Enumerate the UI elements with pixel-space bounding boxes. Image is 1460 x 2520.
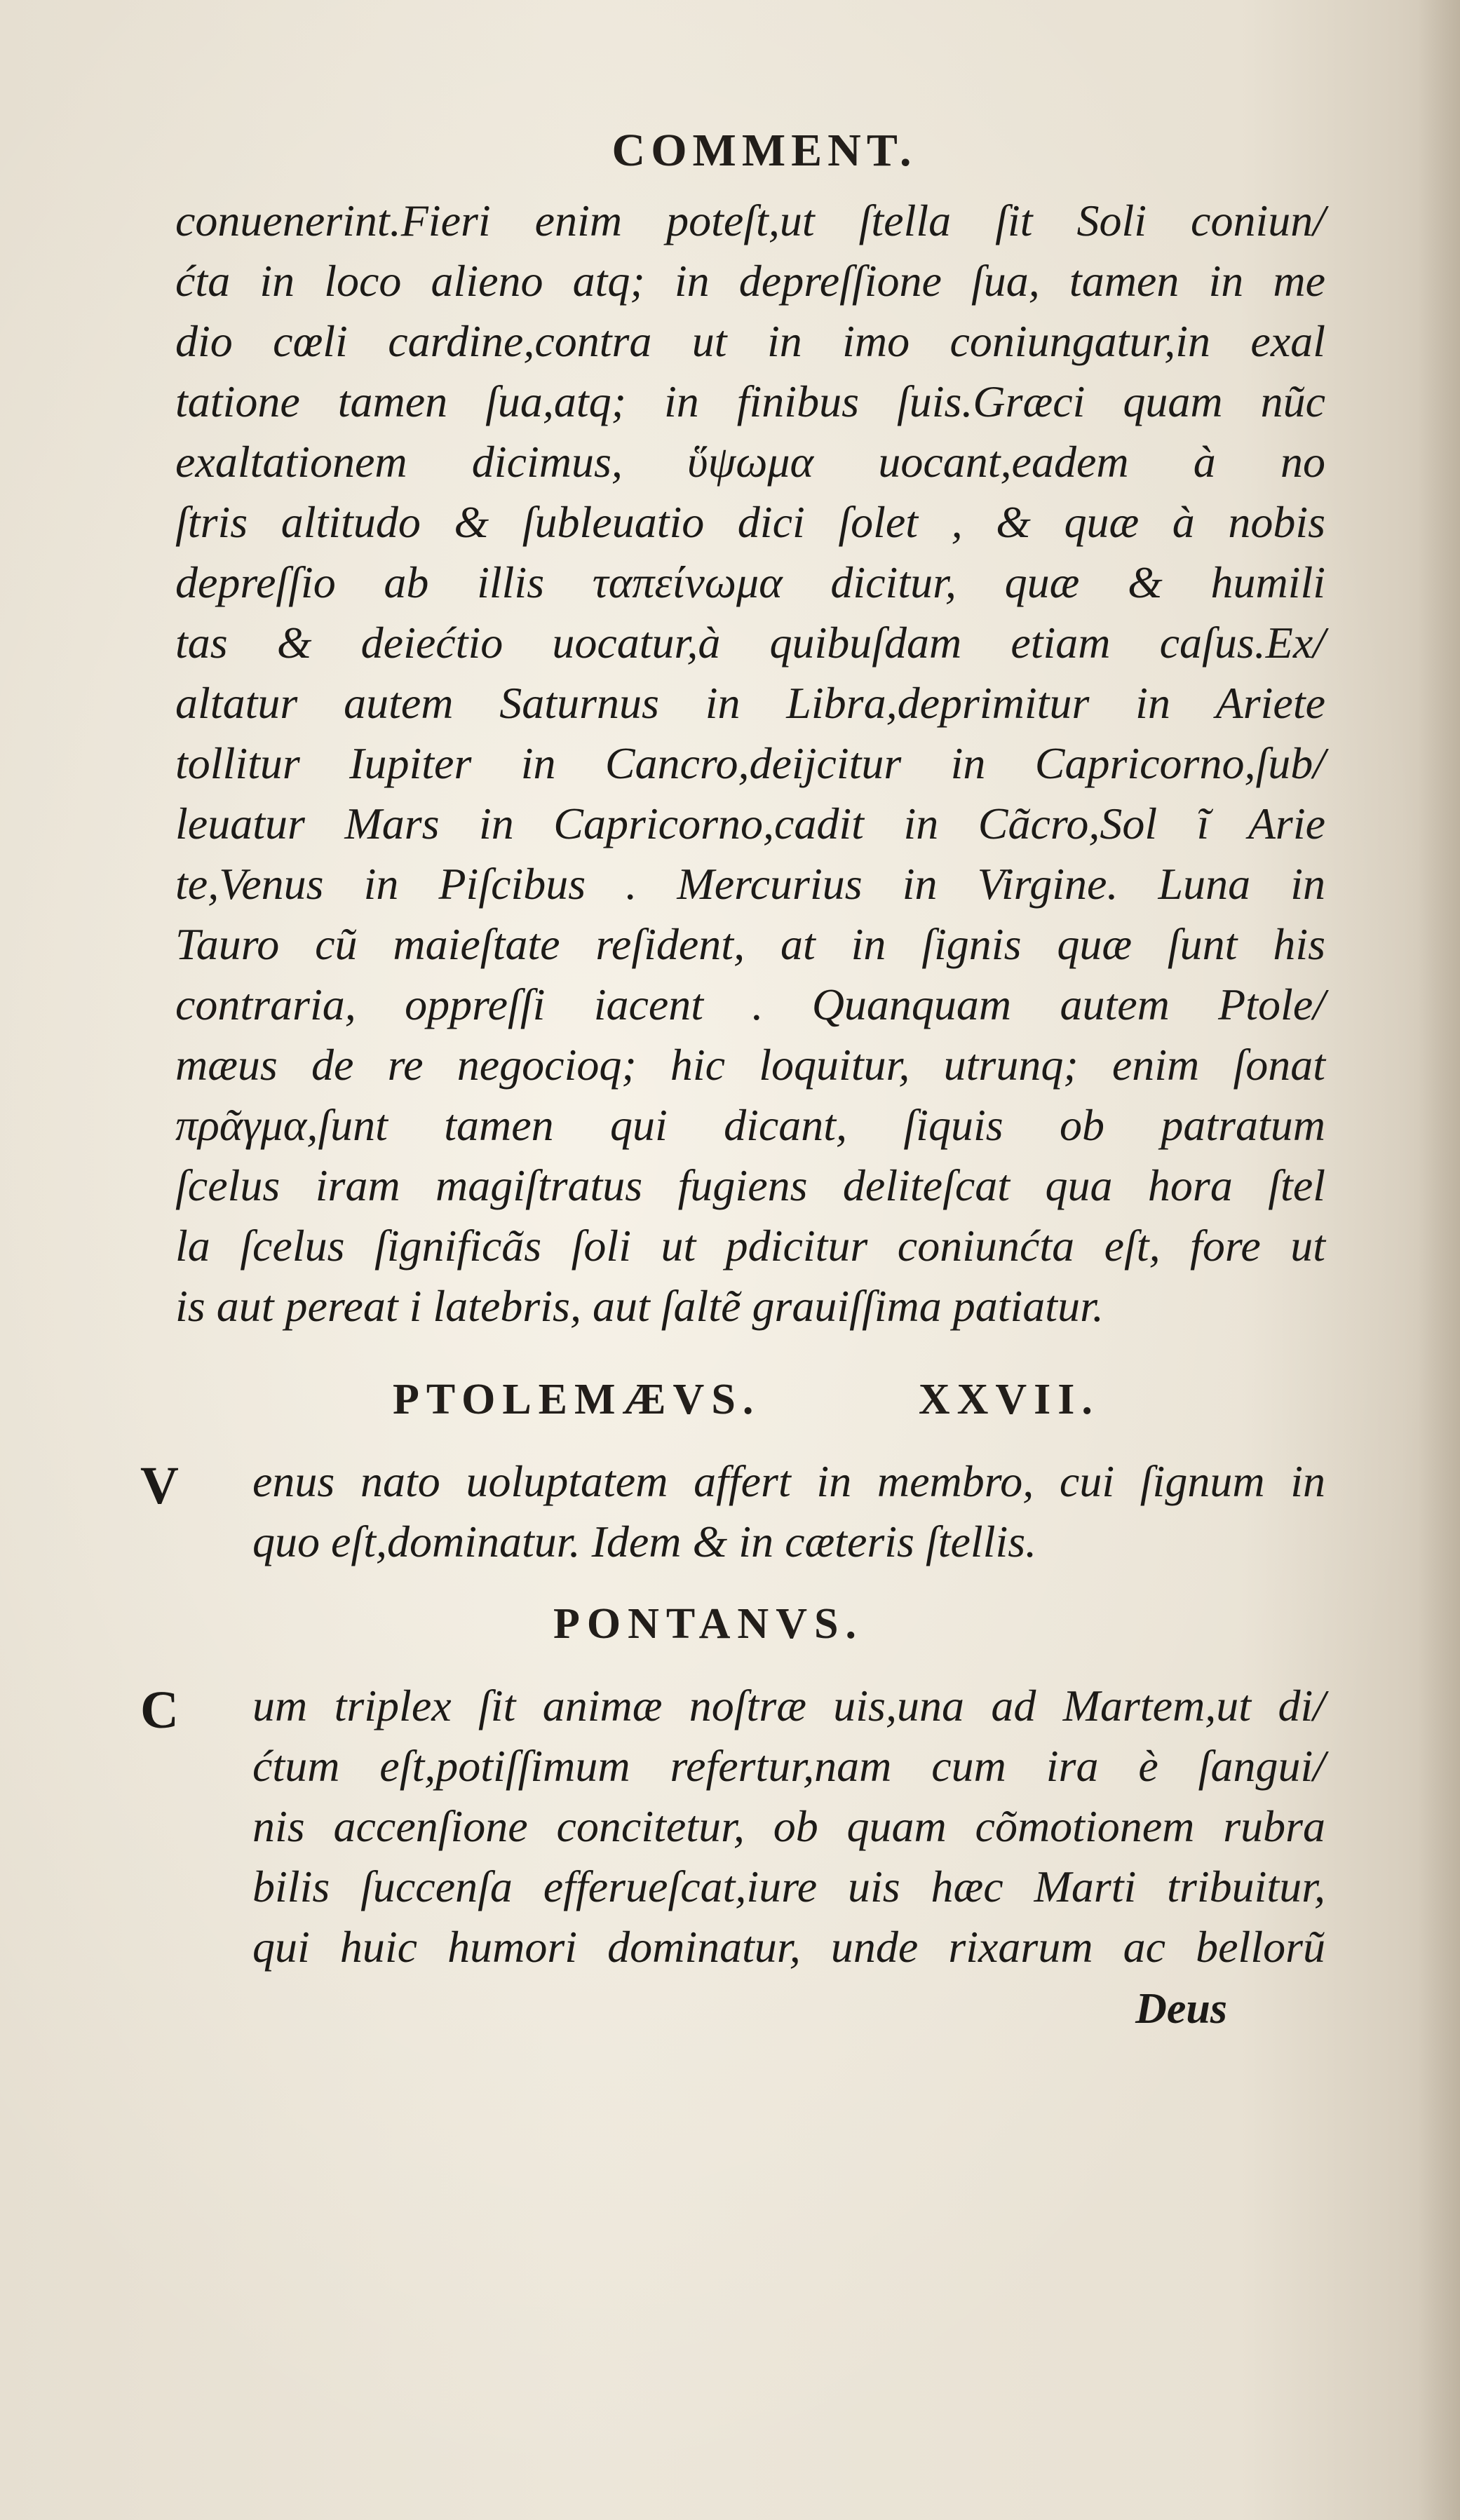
ptolemy-heading (175, 1357, 1325, 1442)
running-head: COMMENT. (611, 125, 917, 176)
text-line: leuatur Mars in Capricorno,cadit in Cãcro,Sol ĩ Arie (175, 799, 1325, 848)
catchword: Deus (1135, 1985, 1227, 2033)
text-line: mæus de re negocioq; hic loquitur, utrunq; enim ſonat (175, 1040, 1325, 1090)
initial-letter: V (140, 1456, 179, 1515)
text-block (140, 119, 1325, 2040)
text-line: depreſſio ab illis ταπείνωμα dicitur, quæ & humili (175, 557, 1325, 607)
text-line: tas & deiećtio uocatur,à quibuſdam etiam caſus.Ex/ (175, 618, 1325, 668)
page-gutter-shadow (1418, 0, 1460, 2520)
text-line: quo eſt,dominatur. Idem & in cæteris ſtellis. (252, 1517, 1037, 1566)
text-line: tollitur Iupiter in Cancro,deijcitur in Capricorno,ſub/ (175, 738, 1325, 788)
text-line: is aut pereat i latebris, aut ſaltẽ grauiſſima patiatur. (175, 1281, 1104, 1331)
text-line: altatur autem Saturnus in Libra,deprimitur in Ariete (175, 678, 1325, 728)
pontanus-heading: PONTANVS. (553, 1600, 863, 1648)
initial-letter: C (140, 1681, 179, 1740)
text-line: ćta in loco alieno atq; in depreſſione ſua, tamen in me (175, 256, 1325, 306)
commentary-paragraph (175, 191, 1325, 1336)
text-line: Tauro cũ maieſtate reſident, at in ſignis quæ ſunt his (175, 919, 1325, 969)
text-line: la ſcelus ſignificãs ſoli ut pdicitur coniunćta eſt, fore ut (175, 1221, 1325, 1271)
text-line: ſtris altitudo & ſubleuatio dici ſolet , & quæ à nobis (175, 497, 1325, 547)
ptolemy-paragraph (140, 1451, 1325, 1572)
text-line: tatione tamen ſua,atq; in finibus ſuis.Græci quam nũc (175, 377, 1325, 426)
text-line: conuenerint.Fieri enim poteſt,ut ſtella ſit Soli coniun/ (175, 196, 1325, 245)
text-line: qui huic humori dominatur, unde rixarum ac bellorũ (252, 1922, 1325, 1972)
text-line: πρᾶγμα,ſunt tamen qui dicant, ſiquis ob patratum (175, 1100, 1325, 1150)
section-number: XXVII. (918, 1376, 1100, 1423)
text-line: te,Venus in Piſcibus . Mercurius in Virgine. Luna in (175, 859, 1325, 909)
pontanus-paragraph (140, 1676, 1325, 1977)
text-line: enus nato uoluptatem affert in membro, cui ſignum in (252, 1456, 1325, 1506)
section-title: PTOLEMÆVS. (393, 1376, 761, 1423)
text-line: um triplex ſit animæ noſtræ uis,una ad Martem,ut di/ (252, 1681, 1325, 1730)
text-line: dio cœli cardine,contra ut in imo coniungatur,in exal (175, 316, 1325, 366)
text-line: ſcelus iram magiſtratus fugiens deliteſcat qua hora ſtel (175, 1160, 1325, 1210)
text-line: ćtum eſt,potiſſimum refertur,nam cum ira è ſangui/ (252, 1741, 1325, 1791)
text-line: nis accenſione concitetur, ob quam cõmotionem rubra (252, 1801, 1325, 1851)
text-line: bilis ſuccenſa efferueſcat,iure uis hæc Marti tribuitur, (252, 1862, 1325, 1911)
text-line: contraria, oppreſſi iacent . Quanquam autem Ptole/ (175, 980, 1325, 1029)
text-line: exaltationem dicimus, ὕψωμα uocant,eadem à no (175, 437, 1325, 487)
